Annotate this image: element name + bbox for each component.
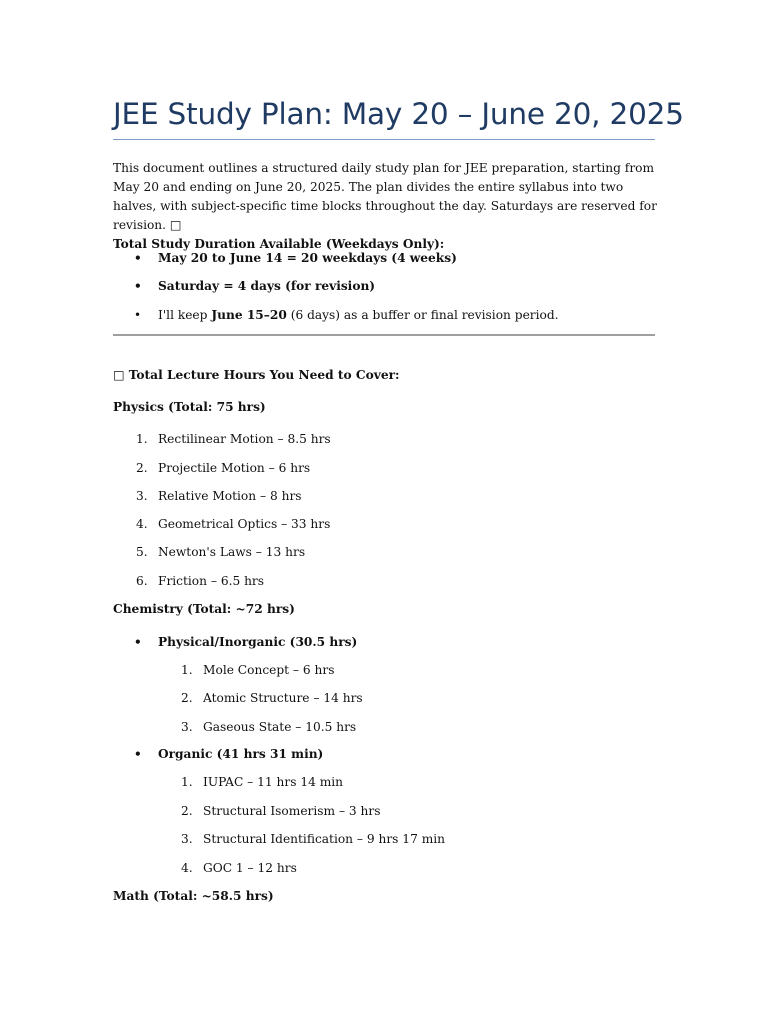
chemistry-item	[181, 661, 335, 679]
physics-item-text: Friction – 6.5 hrs	[158, 574, 265, 588]
title-underline	[113, 139, 655, 140]
document-title: JEE Study Plan: May 20 – June 20, 2025	[113, 97, 684, 131]
chemistry-item-text: Gaseous State – 10.5 hrs	[203, 720, 357, 734]
physics-item-text: Newton's Laws – 13 hrs	[158, 545, 306, 559]
intro-paragraph	[113, 159, 658, 254]
physics-item	[136, 515, 331, 533]
list-item	[134, 249, 457, 267]
list-number: 3.	[136, 489, 148, 503]
math-heading: Math (Total: ~58.5 hrs)	[113, 889, 274, 903]
physics-item	[136, 430, 331, 448]
chemistry-item	[181, 802, 381, 820]
list-number: 3.	[181, 720, 193, 734]
list-number: 2.	[181, 804, 193, 818]
list-item-text: Saturday = 4 days (for revision)	[158, 279, 376, 293]
chemistry-item	[181, 859, 297, 877]
section-divider	[113, 334, 655, 336]
buffer-prefix: I'll keep	[158, 308, 212, 322]
list-item	[134, 277, 376, 295]
buffer-suffix: (6 days) as a buffer or final revision period.	[286, 308, 559, 322]
bullet-icon: •	[134, 635, 142, 649]
missing-emoji-icon: □	[169, 218, 182, 232]
bullet-icon: •	[134, 747, 142, 761]
physics-item-text: Relative Motion – 8 hrs	[158, 489, 302, 503]
buffer-dates: June 15–20	[211, 308, 287, 322]
list-number: 1.	[181, 775, 193, 789]
list-number: 1.	[136, 432, 148, 446]
organic-heading	[134, 745, 324, 763]
chemistry-item-text: Mole Concept – 6 hrs	[203, 663, 335, 677]
list-number: 1.	[181, 663, 193, 677]
lecture-hours-heading-text: Total Lecture Hours You Need to Cover:	[124, 368, 400, 382]
list-item	[134, 306, 559, 324]
physics-item-text: Projectile Motion – 6 hrs	[158, 461, 311, 475]
list-item-text: May 20 to June 14 = 20 weekdays (4 weeks)	[158, 251, 457, 265]
list-number: 2.	[181, 691, 193, 705]
chemistry-item	[181, 689, 363, 707]
duration-heading: Total Study Duration Available (Weekdays Only):	[113, 237, 445, 251]
list-number: 4.	[136, 517, 148, 531]
chemistry-item	[181, 718, 357, 736]
intro-text: This document outlines a structured daily study plan for JEE preparation, starting from May 20 and ending on June 20, 2025. The plan divides the entire syllabus into two halves, with subject-specific time blocks throughout the day. Saturdays are reserved for revision.	[113, 161, 657, 232]
bullet-icon: •	[134, 279, 142, 293]
list-number: 3.	[181, 832, 193, 846]
physics-item	[136, 459, 311, 477]
chemistry-item-text: Atomic Structure – 14 hrs	[203, 691, 363, 705]
physical-inorganic-heading	[134, 633, 358, 651]
chemistry-heading: Chemistry (Total: ~72 hrs)	[113, 602, 295, 616]
chemistry-item	[181, 830, 445, 848]
chemistry-item-text: IUPAC – 11 hrs 14 min	[203, 775, 344, 789]
chemistry-item	[181, 773, 344, 791]
physics-item	[136, 487, 302, 505]
chemistry-item-text: GOC 1 – 12 hrs	[203, 861, 297, 875]
physics-item-text: Rectilinear Motion – 8.5 hrs	[158, 432, 331, 446]
list-number: 6.	[136, 574, 148, 588]
chemistry-item-text: Structural Isomerism – 3 hrs	[203, 804, 381, 818]
physics-heading: Physics (Total: 75 hrs)	[113, 400, 266, 414]
chemistry-item-text: Structural Identification – 9 hrs 17 min	[203, 832, 445, 846]
list-number: 4.	[181, 861, 193, 875]
missing-emoji-icon: □	[113, 368, 125, 382]
organic-text: Organic (41 hrs 31 min)	[158, 747, 324, 761]
physical-inorganic-text: Physical/Inorganic (30.5 hrs)	[158, 635, 358, 649]
physics-item	[136, 572, 265, 590]
list-number: 5.	[136, 545, 148, 559]
lecture-hours-heading	[113, 366, 400, 384]
list-number: 2.	[136, 461, 148, 475]
bullet-icon: •	[134, 308, 142, 322]
physics-item-text: Geometrical Optics – 33 hrs	[158, 517, 331, 531]
physics-item	[136, 543, 306, 561]
bullet-icon: •	[134, 251, 142, 265]
